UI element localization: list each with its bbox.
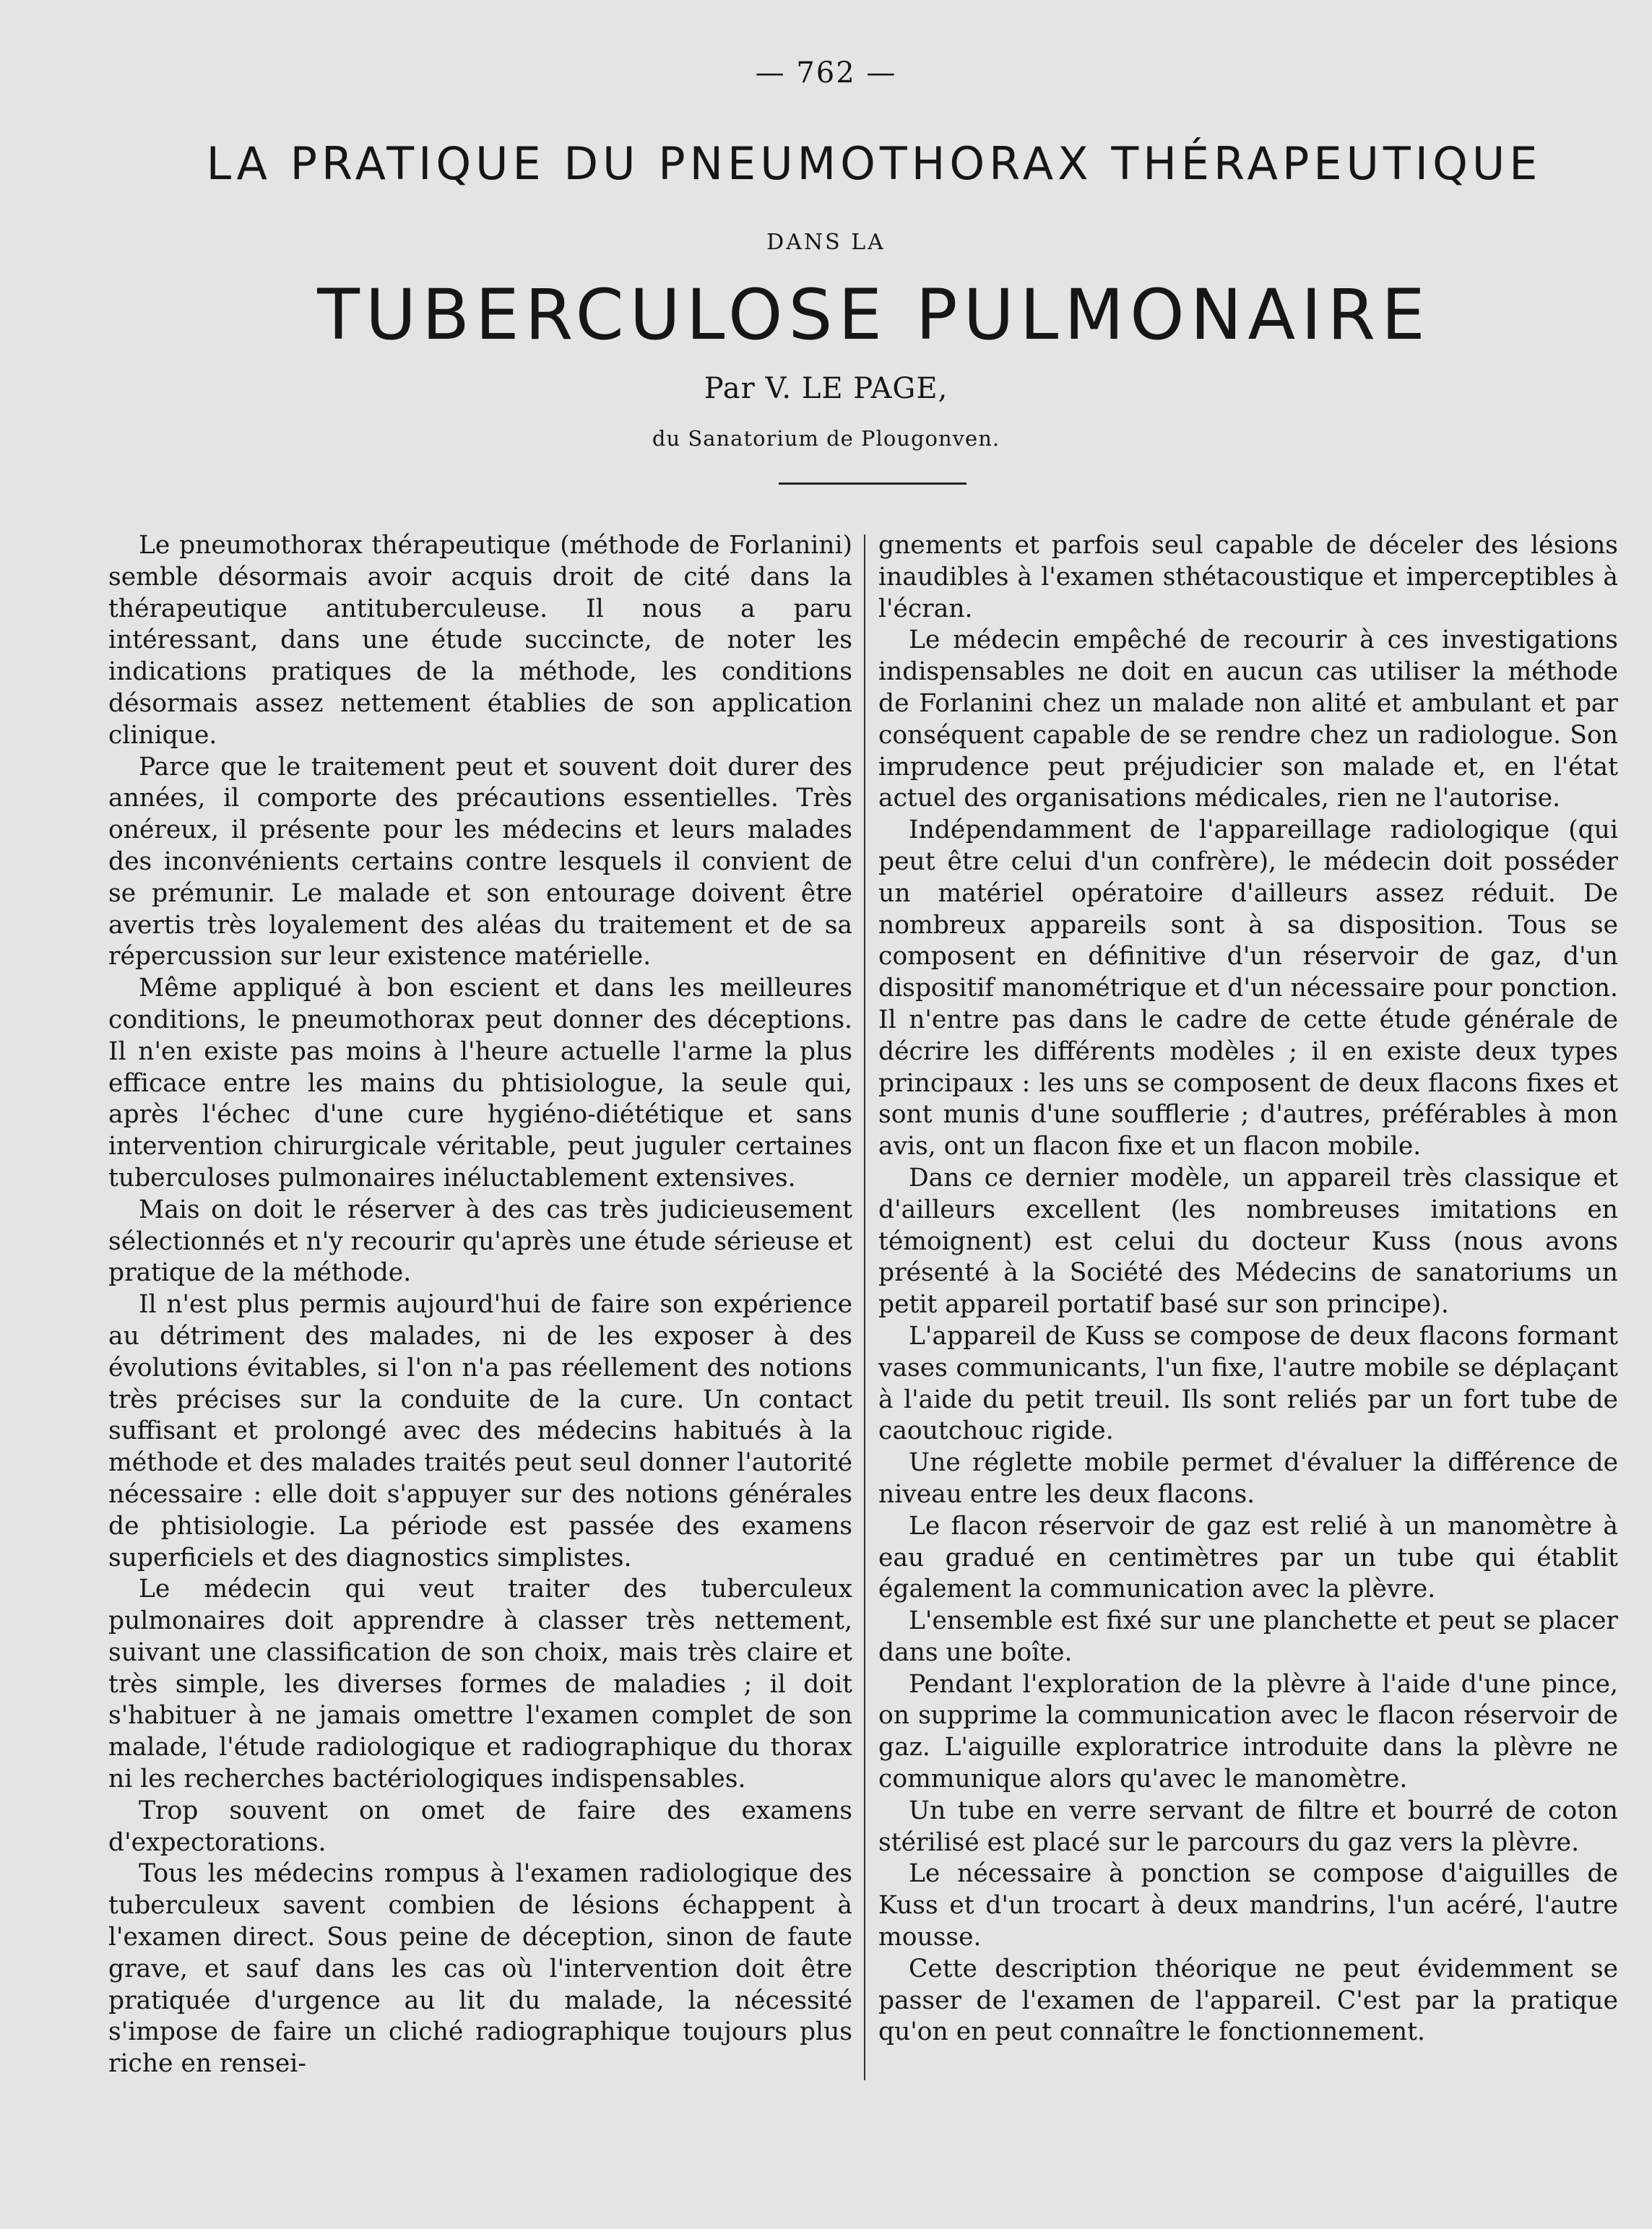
paragraph: Le médecin qui veut traiter des tuberculeux pulmonaires doit apprendre à classer très nettement, suivant une classification de son choix, mais très claire et très simple, les diverses formes de maladies ; il doit s'habituer à ne jamais omettre l'examen complet de son malade, l'étude radiologique et radiographique du thorax ni les recherches bactériologiques indispensables. [108,1575,852,1794]
paragraph: Même appliqué à bon escient et dans les meilleures conditions, le pneumothorax peut donner des déceptions. Il n'en existe pas moins à l'heure actuelle l'arme la plus efficace entre les mains du phtisiologue, la seule qui, après l'échec d'une cure hygiéno-diététique et sans intervention chirurgicale véritable, peut juguler certaines tuberculoses pulmonaires inéluctablement extensives. [108,974,852,1193]
column-divider [864,534,865,2080]
paragraph: Le médecin empêché de recourir à ces investigations indispensables ne doit en aucun cas utiliser la méthode de Forlanini chez un malade non alité et ambulant et par conséquent capable de se rendre chez un radiologue. Son imprudence peut préjudicier son malade et, en l'état actuel des organisations médicales, rien ne l'autorise. [878,626,1618,813]
paragraph: Une réglette mobile permet d'évaluer la différence de niveau entre les deux flacons. [878,1448,1618,1509]
paragraph: Le nécessaire à ponction se compose d'aiguilles de Kuss et d'un trocart à deux mandrins, l'un acéré, l'autre mousse. [878,1859,1618,1952]
paragraph: Trop souvent on omet de faire des examens d'expectorations. [108,1796,852,1857]
paragraph: L'ensemble est fixé sur une planchette et peut se placer dans une boîte. [878,1606,1618,1667]
page-number: — 762 — [755,56,897,90]
article-title-line-2: TUBERCULOSE PULMONAIRE [317,274,1431,355]
paragraph: Un tube en verre servant de filtre et bourré de coton stérilisé est placé sur le parcours du gaz vers la plèvre. [878,1796,1618,1857]
paragraph: Parce que le traitement peut et souvent doit durer des années, il comporte des précautions essentielles. Très onéreux, il présente pour les médecins et leurs malades des inconvénients certains contre lesquels il convient de se prémunir. Le malade et son entourage doivent être avertis très loyalement des aléas du traitement et de sa répercussion sur leur existence matérielle. [108,752,852,971]
author-affiliation: du Sanatorium de Plougonven. [652,426,1000,451]
paragraph: Mais on doit le réserver à des cas très judicieusement sélectionnés et n'y recourir qu'après une étude sérieuse et pratique de la méthode. [108,1195,852,1288]
paragraph: Indépendamment de l'appareillage radiologique (qui peut être celui d'un confrère), le médecin doit posséder un matériel opératoire d'ailleurs assez réduit. De nombreux appareils sont à sa disposition. Tous se composent en définitive d'un réservoir de gaz, d'un dispositif manométrique et d'un nécessaire pour ponction. Il n'entre pas dans le cadre de cette étude générale de décrire les différents modèles ; il en existe deux types principaux : les uns se composent de deux flacons fixes et sont munis d'une soufflerie ; d'autres, préférables à mon avis, ont un flacon fixe et un flacon mobile. [878,815,1618,1161]
right-column [878,530,1618,2048]
paragraph: Tous les médecins rompus à l'examen radiologique des tuberculeux savent combien de lésions échappent à l'examen direct. Sous peine de déception, sinon de faute grave, et sauf dans les cas où l'intervention doit être pratiquée d'urgence au lit du malade, la nécessité s'impose de faire un cliché radiographique toujours plus riche en rensei- [108,1859,852,2079]
paragraph: Le pneumothorax thérapeutique (méthode de Forlanini) semble désormais avoir acquis droit de cité dans la thérapeutique antituberculeuse. Il nous a paru intéressant, dans une étude succincte, de noter les indications pratiques de la méthode, les conditions désormais assez nettement établies de son application clinique. [108,531,852,750]
left-column [108,530,852,2080]
paragraph: L'appareil de Kuss se compose de deux flacons formant vases communicants, l'un fixe, l'autre mobile se déplaçant à l'aide du petit treuil. Ils sont reliés par un fort tube de caoutchouc rigide. [878,1321,1618,1446]
title-separator-rule [779,482,966,485]
article-title-line-1: LA PRATIQUE DU PNEUMOTHORAX THÉRAPEUTIQUE [206,137,1542,190]
paragraph: Cette description théorique ne peut évidemment se passer de l'examen de l'appareil. C'est par la pratique qu'on en peut connaître le fonctionnement. [878,1954,1618,2047]
author-byline: Par V. LE PAGE, [704,372,948,405]
paragraph-continued: gnements et parfois seul capable de déceler des lésions inaudibles à l'examen sthétacoustique et imperceptibles à l'écran. [878,531,1618,623]
paragraph: Dans ce dernier modèle, un appareil très classique et d'ailleurs excellent (les nombreuses imitations en témoignent) est celui du docteur Kuss (nous avons présenté à la Société des Médecins de sanatoriums un petit appareil portatif basé sur son principe). [878,1163,1618,1320]
paragraph: Il n'est plus permis aujourd'hui de faire son expérience au détriment des malades, ni de les exposer à des évolutions évitables, si l'on n'a pas réellement des notions très précises sur la conduite de la cure. Un contact suffisant et prolongé avec des médecins habitués à la méthode et des malades traités peut seul donner l'autorité nécessaire : elle doit s'appuyer sur des notions générales de phtisiologie. La période est passée des examens superficiels et des diagnostics simplistes. [108,1290,852,1572]
paragraph: Le flacon réservoir de gaz est relié à un manomètre à eau gradué en centimètres par un tube qui établit également la communication avec la plèvre. [878,1511,1618,1604]
article-title-connector: DANS LA [766,230,886,255]
paragraph: Pendant l'exploration de la plèvre à l'aide d'une pince, on supprime la communication avec le flacon réservoir de gaz. L'aiguille exploratrice introduite dans la plèvre ne communique alors qu'avec le manomètre. [878,1669,1618,1794]
